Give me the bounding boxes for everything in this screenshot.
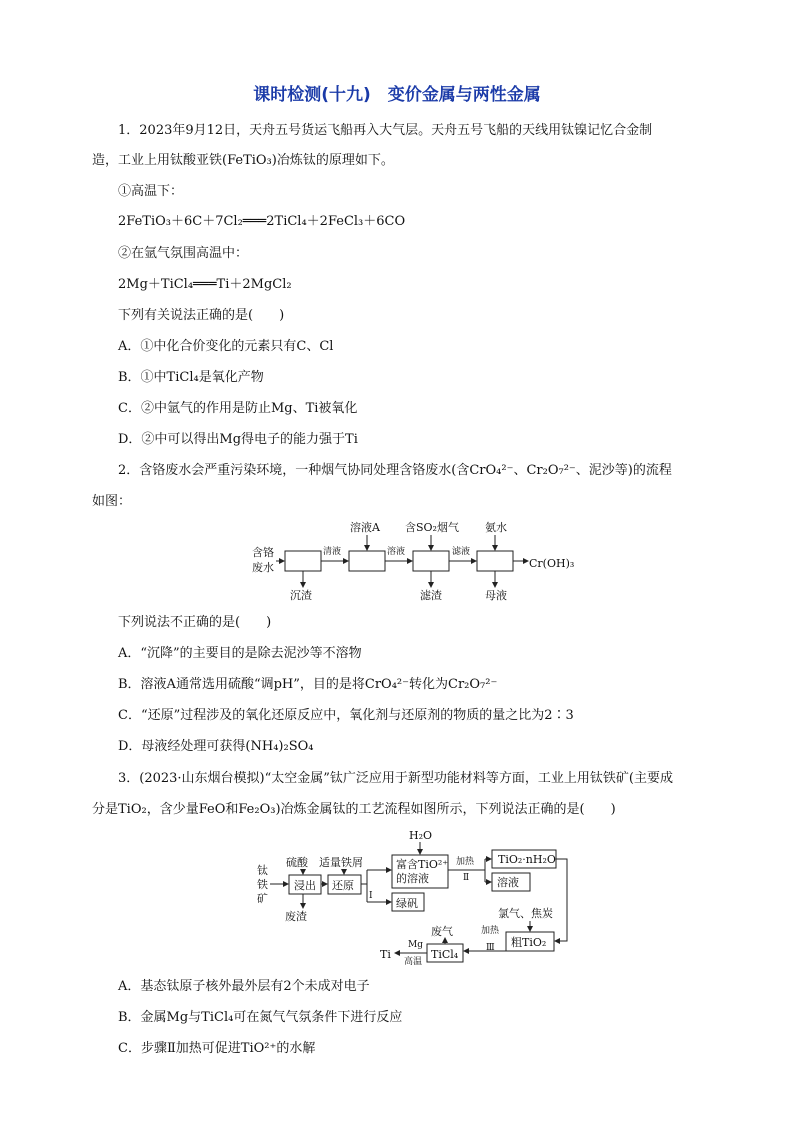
flow3-titanium-label: Ti — [380, 948, 391, 961]
flow2-arrow-label-3: 滤液 — [452, 547, 471, 557]
q1-equation1: 2FeTiO₃＋6C＋7Cl₂═══2TiCl₄＋2FeCl₃＋6CO — [118, 214, 406, 229]
q2-option-a: A．“沉降”的主要目的是除去泥沙等不溶物 — [118, 646, 362, 661]
q2-option-b: B．溶液A通常选用硫酸“调pH”，目的是将CrO₄²⁻转化为Cr₂O₇²⁻ — [118, 677, 498, 692]
flow3-reduction-label: 还原 — [332, 879, 354, 892]
q1-condition1: ①高温下： — [118, 184, 184, 199]
flow2-product-label: Cr(OH)₃ — [529, 557, 575, 570]
flow2-solution-a-label: 溶液A — [350, 521, 380, 534]
flow2-residue-label: 滤渣 — [420, 589, 442, 602]
flow3-step-2-label: Ⅱ — [463, 873, 470, 883]
flow2-arrow-label-1: 清液 — [323, 547, 342, 557]
flow2-box-settling — [285, 551, 321, 571]
flow3-hydrate-label: TiO₂·nH₂O — [498, 853, 556, 866]
flow3-leaching-label: 浸出 — [294, 879, 316, 892]
q3-stem-line2: 分是TiO₂，含少量FeO和Fe₂O₃)冶炼金属钛的工艺流程如图所示，下列说法正确的是( ) — [92, 802, 616, 817]
q1-stem-line2: 造，工业上用钛酸亚铁(FeTiO₃)冶炼钛的原理如下。 — [92, 153, 394, 168]
flow3-step-1-label: Ⅰ — [369, 891, 373, 901]
titanium-process-flowchart — [245, 826, 575, 966]
flow3-waste-residue-label: 废渣 — [285, 910, 307, 923]
chromium-wastewater-flowchart — [240, 517, 580, 607]
q2-stem-line2: 如图： — [92, 494, 132, 509]
q2-question: 下列说法不正确的是( ) — [118, 615, 272, 630]
flow3-green-vitriol-label: 绿矾 — [396, 897, 418, 910]
flow3-ore-label-1: 钛 — [257, 864, 268, 877]
q1-stem-line1: 1．2023年9月12日，天舟五号货运飞船再入大气层。天舟五号飞船的天线用钛镍记忆合金制 — [118, 123, 653, 138]
flow2-mother-liquor-label: 母液 — [485, 589, 507, 602]
flow2-input-label-1: 含铬 — [252, 546, 274, 559]
q1-option-d: D．②中可以得出Mg得电子的能力强于Ti — [118, 432, 358, 447]
q3-option-b: B．金属Mg与TiCl₄可在氮气气氛条件下进行反应 — [118, 1010, 403, 1025]
page-title: 课时检测(十九) 变价金属与两性金属 — [253, 85, 541, 105]
q3-option-a: A．基态钛原子核外最外层有2个未成对电子 — [118, 979, 370, 994]
flow3-waste-gas-label: 废气 — [431, 925, 453, 938]
flow2-so2-gas-label: 含SO₂烟气 — [405, 521, 459, 534]
flow3-chlorine-coke-label: 氯气、焦炭 — [498, 907, 553, 920]
flow2-box-adjust-ph — [349, 551, 385, 571]
flow2-arrow-label-2: 溶液 — [387, 547, 406, 557]
flow3-sulfuric-acid-label: 硫酸 — [286, 856, 308, 869]
q1-option-b: B．①中TiCl₄是氧化产物 — [118, 370, 264, 385]
flow3-rich-solution-label-2: 的溶液 — [396, 872, 429, 885]
flow2-box-chromium-precip — [477, 551, 513, 571]
flow3-ore-label-2: 铁 — [257, 878, 268, 891]
q2-stem-line1: 2．含铬废水会严重污染环境，一种烟气协同处理含铬废水(含CrO₄²⁻、Cr₂O₇²⁻、泥沙等)的流程 — [118, 463, 672, 478]
flow2-sediment-label: 沉渣 — [290, 589, 312, 602]
flow3-ticl4-label: TiCl₄ — [431, 948, 459, 961]
q3-option-c: C．步骤Ⅱ加热可促进TiO²⁺的水解 — [118, 1041, 316, 1056]
q3-stem-line1: 3．(2023·山东烟台模拟)“太空金属”钛广泛应用于新型功能材料等方面，工业上用钛铁矿(主要成 — [118, 771, 673, 786]
flow3-heat3-label: 加热 — [481, 926, 500, 936]
flow3-crude-tio2-label: 粗TiO₂ — [511, 936, 547, 949]
q2-option-d: D．母液经处理可获得(NH₄)₂SO₄ — [118, 739, 314, 754]
flow3-water-label: H₂O — [409, 829, 433, 842]
flow3-solution-label: 溶液 — [497, 876, 519, 889]
flow2-input-label-2: 废水 — [252, 561, 274, 574]
flow3-step-3-label: Ⅲ — [486, 943, 495, 953]
q1-option-c: C．②中氩气的作用是防止Mg、Ti被氧化 — [118, 401, 358, 416]
flow2-box-reduction — [413, 551, 449, 571]
flow3-mg-label: Mg — [408, 940, 423, 950]
q2-option-c: C．“还原”过程涉及的氧化还原反应中，氧化剂与还原剂的物质的量之比为2∶3 — [118, 708, 574, 723]
q1-equation2: 2Mg＋TiCl₄═══Ti＋2MgCl₂ — [118, 277, 292, 292]
q1-condition2: ②在氩气氛围高温中： — [118, 246, 249, 261]
q1-question: 下列有关说法正确的是( ) — [118, 308, 285, 323]
q1-option-a: A．①中化合价变化的元素只有C、Cl — [118, 339, 334, 354]
flow3-rich-solution-label-1: 富含TiO²⁺ — [396, 858, 449, 871]
flow3-high-temp-label: 高温 — [404, 957, 423, 966]
flow3-iron-scrap-label: 适量铁屑 — [319, 856, 363, 869]
flow3-ore-label-3: 矿 — [257, 892, 268, 905]
flow3-heat-label: 加热 — [456, 857, 475, 867]
flow2-ammonia-label: 氨水 — [485, 521, 507, 534]
